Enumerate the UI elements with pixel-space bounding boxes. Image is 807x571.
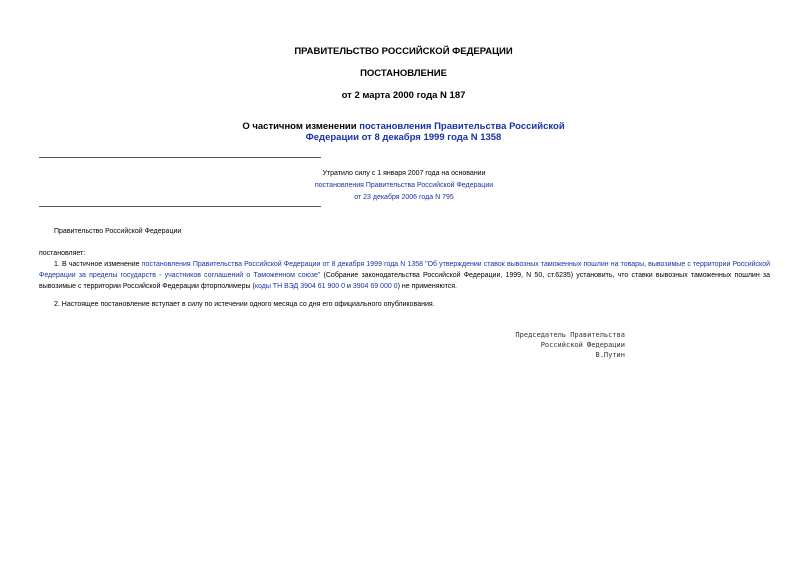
title-link-part2[interactable]: Федерации от 8 декабря 1999 года N 1358 [305,132,502,143]
p1-mid: (Собрание законодательства Российской Федерации, 1999, N 50, ст.6235) установить, что ставки вывозных таможенных пошлин за вывозимые с территории Российской Федерации фторполимеры ( [39,272,770,290]
paragraph-2: 2. Настоящее постановление вступает в силу по истечении одного месяца со дня его официального опубликования. [54,301,435,308]
p1-and: и [345,283,353,290]
document-title [0,121,807,143]
signature-block [440,330,625,360]
status-note-link-1[interactable]: постановления Правительства Российской Федерации [314,182,494,189]
signature-org: Российской Федерации [540,341,625,349]
status-note [311,168,497,204]
p1-code-link-2[interactable]: 3904 69 000 0 [352,283,398,290]
decrees-text: постановляет: [39,250,86,257]
title-prefix: О частичном изменении [242,121,360,132]
document-date-number: от 2 марта 2000 года N 187 [341,90,466,101]
title-link-part1[interactable]: постановления Правительства Российской [359,121,565,132]
document-type: ПОСТАНОВЛЕНИЕ [360,68,447,79]
divider-top [39,157,321,158]
p1-start: 1. В частичное изменение [54,261,142,268]
government-heading: ПРАВИТЕЛЬСТВО РОССИЙСКОЙ ФЕДЕРАЦИИ [294,46,513,57]
signature-title: Председатель Правительства [515,331,625,339]
intro-text: Правительство Российской Федерации [54,228,182,235]
status-note-link-2[interactable]: от 23 декабря 2006 года N 795 [354,194,454,201]
p1-end: ) не применяются. [397,283,457,290]
paragraph-1 [39,259,770,292]
signature-name: В.Путин [595,351,625,359]
p1-decree-link[interactable]: постановления Правительства Российской Федерации от 8 декабря 1999 года N 1358 "Об утверждении ставок вывозных таможенных пошлин на товары, вывозимые с территории Российской Федерации за пределы государств - участников соглашений о Таможенном союзе" [39,261,771,279]
p1-code-link-1[interactable]: коды ТН ВЭД 3904 61 900 0 [254,283,345,290]
status-note-text: Утратило силу с 1 января 2007 года на основании [322,170,486,177]
divider-bottom [39,206,321,207]
